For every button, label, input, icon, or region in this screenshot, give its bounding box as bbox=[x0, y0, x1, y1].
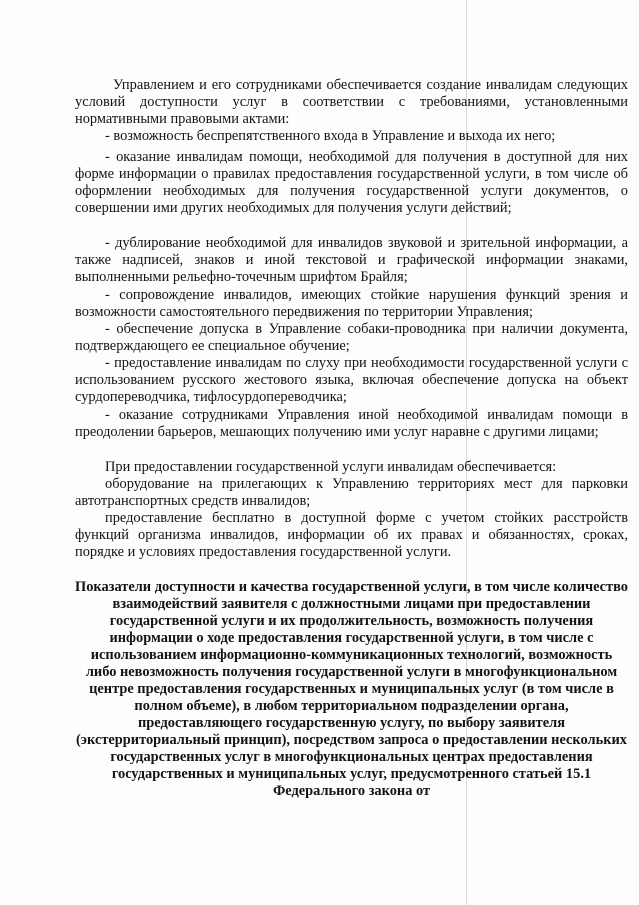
provision-paragraph: При предоставлении государственной услуги инвалидам обеспечивается: bbox=[105, 459, 557, 475]
list-item-free-entry: - возможность беспрепятственного входа в Управление и выхода их него; bbox=[105, 128, 556, 144]
list-item-escort: - сопровождение инвалидов, имеющих стойкие нарушения функций зрения и возможности самостоятельного передвижения по территории Управления; bbox=[75, 287, 628, 320]
parking-paragraph: оборудование на прилегающих к Управлению территориях мест для парковки автотранспортных средств инвалидов; bbox=[75, 476, 628, 509]
list-item-sign-language: - предоставление инвалидам по слуху при необходимости государственной услуги с использованием русского жестового языка, включая обеспечение допуска на объект сурдопереводчика, тифлосурдопереводчика; bbox=[75, 355, 628, 405]
list-item-guide-dog: - обеспечение допуска в Управление собаки-проводника при наличии документа, подтверждающего ее специальное обучение; bbox=[75, 321, 628, 354]
list-item-other-help: - оказание сотрудниками Управления иной необходимой инвалидам помощи в преодолении барьеров, мешающих получению ими услуг наравне с другими лицами; bbox=[75, 407, 628, 440]
free-information-paragraph: предоставление бесплатно в доступной форме с учетом стойких расстройств функций организма инвалидов, информации об их правах и обязанностях, сроках, порядке и условиях предоставления государственной услуги. bbox=[75, 510, 628, 560]
section-heading: Показатели доступности и качества государственной услуги, в том числе количество взаимодействий заявителя с должностными лицами при предоставлении государственной услуги и их продолжительность, возможность получения информации о ходе предоставления государственной услуги, в том числе с использованием информационно-коммуникационных технологий, возможность либо невозможность получения государственной услуги в многофункциональном центре предоставления государственных и муниципальных услуг (в том числе в полном объеме), в любом территориальном подразделении органа, предоставляющего государственную услугу, по выбору заявителя (экстерриториальный принцип), посредством запроса о предоставлении нескольких государственных услуг в многофункциональных центрах предоставления государственных и муниципальных услуг, предусмотренного статьей 15.1 Федерального закона от bbox=[75, 579, 628, 799]
list-item-information-help: - оказание инвалидам помощи, необходимой для получения в доступной для них форме информации о правилах предоставления государственной услуги, в том числе об оформлении необходимых для получения государственной услуги документов, о совершении ими других необходимых для получения услуги действий; bbox=[75, 149, 628, 216]
intro-paragraph: Управлением и его сотрудниками обеспечивается создание инвалидам следующих условий доступности услуг в соответствии с требованиями, установленными нормативными правовыми актами: bbox=[75, 77, 628, 127]
list-item-braille-duplication: - дублирование необходимой для инвалидов звуковой и зрительной информации, а также надписей, знаков и иной текстовой и графической информации знаками, выполненными рельефно-точечным шрифтом Брайля; bbox=[75, 235, 628, 285]
